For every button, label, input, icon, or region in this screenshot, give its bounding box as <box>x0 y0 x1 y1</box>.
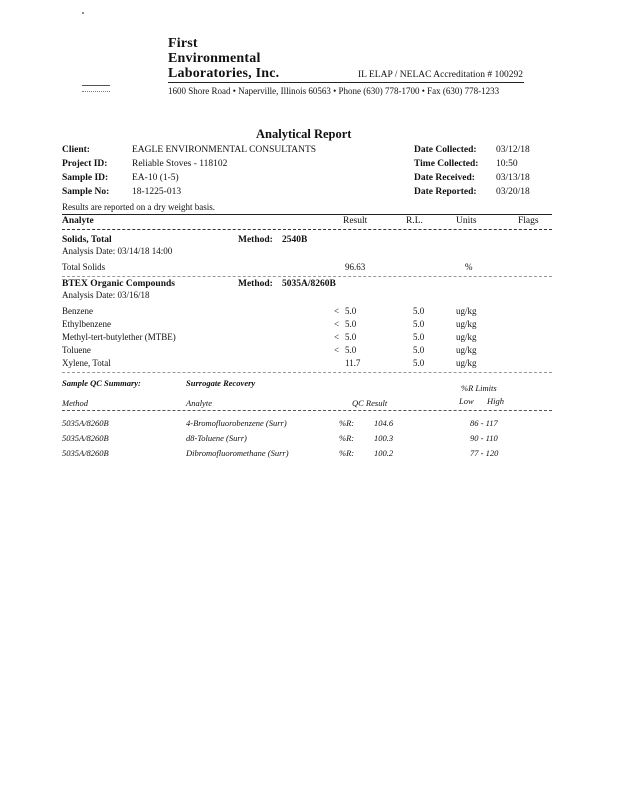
table-row-result: 5.0 <box>345 306 357 316</box>
scan-speck <box>82 12 84 14</box>
lab-address: 1600 Shore Road • Naperville, Illinois 60563 • Phone (630) 778-1700 • Fax (630) 778-1233 <box>168 86 500 96</box>
qc-row-limits: 90 - 110 <box>470 433 498 443</box>
solids-method-value: 2540B <box>282 235 308 245</box>
table-row-qualifier: < <box>334 319 340 329</box>
table-row-qualifier: < <box>334 345 340 355</box>
basis-note: Results are reported on a dry weight basis. <box>62 202 215 212</box>
table-row-rl: 5.0 <box>413 332 425 342</box>
btex-analysis-date: Analysis Date: 03/16/18 <box>62 290 150 300</box>
table-header-top-rule <box>62 214 552 215</box>
sample-id-label: Sample ID: <box>62 173 109 183</box>
company-name-line1: First <box>168 36 198 51</box>
table-row-rl: 5.0 <box>413 319 425 329</box>
qc-col-high: High <box>487 396 504 406</box>
time-collected-label: Time Collected: <box>414 159 479 169</box>
time-collected-value: 10:50 <box>496 159 518 169</box>
qc-summary-label: Sample QC Summary: <box>62 378 141 388</box>
section-divider <box>62 372 552 373</box>
qc-row-analyte: Dibromofluoromethane (Surr) <box>186 448 289 458</box>
sample-no-value: 18-1225-013 <box>132 187 182 197</box>
date-reported-label: Date Reported: <box>414 187 477 197</box>
sample-no-label: Sample No: <box>62 187 110 197</box>
table-row-units: % <box>465 262 473 272</box>
qc-limits-label: %R Limits <box>461 383 497 393</box>
qc-row-limits: 77 - 120 <box>470 448 499 458</box>
btex-method-label: Method: <box>238 279 273 289</box>
table-row-result: 11.7 <box>345 358 361 368</box>
col-analyte: Analyte <box>62 216 94 226</box>
table-row-result: 5.0 <box>345 345 357 355</box>
qc-row-result: 100.2 <box>374 448 394 458</box>
table-row-qualifier: < <box>334 306 340 316</box>
section-divider <box>62 276 552 277</box>
client-label: Client: <box>62 145 90 155</box>
table-row-units: ug/kg <box>456 332 477 342</box>
table-row-analyte: Methyl-tert-butylether (MTBE) <box>62 332 176 342</box>
table-row-units: ug/kg <box>456 345 477 355</box>
table-row-analyte: Ethylbenzene <box>62 319 111 329</box>
qc-col-method: Method <box>62 398 88 408</box>
table-row-result: 5.0 <box>345 332 357 342</box>
table-header-bottom-rule <box>62 229 552 230</box>
col-flags: Flags <box>518 216 539 226</box>
solids-method-label: Method: <box>238 235 273 245</box>
qc-row-pct: %R: <box>339 448 355 458</box>
qc-surrogate-label: Surrogate Recovery <box>186 378 256 388</box>
qc-header-rule <box>62 410 552 411</box>
letterhead-rule <box>168 82 524 83</box>
date-received-label: Date Received: <box>414 173 475 183</box>
table-row-units: ug/kg <box>456 306 477 316</box>
date-collected-value: 03/12/18 <box>496 145 530 155</box>
table-row-rl: 5.0 <box>413 345 425 355</box>
table-row-rl: 5.0 <box>413 358 425 368</box>
project-label: Project ID: <box>62 159 108 169</box>
col-rl: R.L. <box>406 216 423 226</box>
table-row-rl: 5.0 <box>413 306 425 316</box>
qc-row-result: 100.3 <box>374 433 394 443</box>
col-units: Units <box>456 216 477 226</box>
table-row-result: 96.63 <box>345 262 366 272</box>
qc-col-low: Low <box>459 396 474 406</box>
company-name-line2: Environmental <box>168 51 261 66</box>
qc-row-limits: 86 - 117 <box>470 418 498 428</box>
qc-col-analyte: Analyte <box>186 398 212 408</box>
client-value: EAGLE ENVIRONMENTAL CONSULTANTS <box>132 145 317 155</box>
date-received-value: 03/13/18 <box>496 173 530 183</box>
qc-row-result: 104.6 <box>374 418 394 428</box>
project-value: Reliable Stoves - 118102 <box>132 159 228 169</box>
accreditation-text: IL ELAP / NELAC Accreditation # 100292 <box>358 70 523 80</box>
solids-analysis-date: Analysis Date: 03/14/18 14:00 <box>62 246 173 256</box>
qc-row-analyte: d8-Toluene (Surr) <box>186 433 247 443</box>
company-name-line3: Laboratories, Inc. <box>168 66 280 81</box>
btex-method-value: 5035A/8260B <box>282 279 336 289</box>
table-row-analyte: Benzene <box>62 306 93 316</box>
qc-row-pct: %R: <box>339 418 355 428</box>
solids-section-title: Solids, Total <box>62 235 112 245</box>
btex-section-title: BTEX Organic Compounds <box>62 279 175 289</box>
date-collected-label: Date Collected: <box>414 145 477 155</box>
table-row-qualifier: < <box>334 332 340 342</box>
table-row-result: 5.0 <box>345 319 357 329</box>
qc-row-method: 5035A/8260B <box>62 433 109 443</box>
qc-row-pct: %R: <box>339 433 355 443</box>
received-stamp <box>82 85 110 92</box>
table-row-units: ug/kg <box>456 319 477 329</box>
table-row-analyte: Toluene <box>62 345 91 355</box>
date-reported-value: 03/20/18 <box>496 187 530 197</box>
report-title: Analytical Report <box>256 127 352 141</box>
table-row-units: ug/kg <box>456 358 477 368</box>
qc-row-method: 5035A/8260B <box>62 448 109 458</box>
table-row-analyte: Xylene, Total <box>62 358 111 368</box>
col-result: Result <box>343 216 368 226</box>
qc-col-result: QC Result <box>352 398 388 408</box>
table-row-analyte: Total Solids <box>62 262 106 272</box>
qc-row-method: 5035A/8260B <box>62 418 109 428</box>
qc-row-analyte: 4-Bromofluorobenzene (Surr) <box>186 418 287 428</box>
sample-id-value: EA-10 (1-5) <box>132 173 179 183</box>
